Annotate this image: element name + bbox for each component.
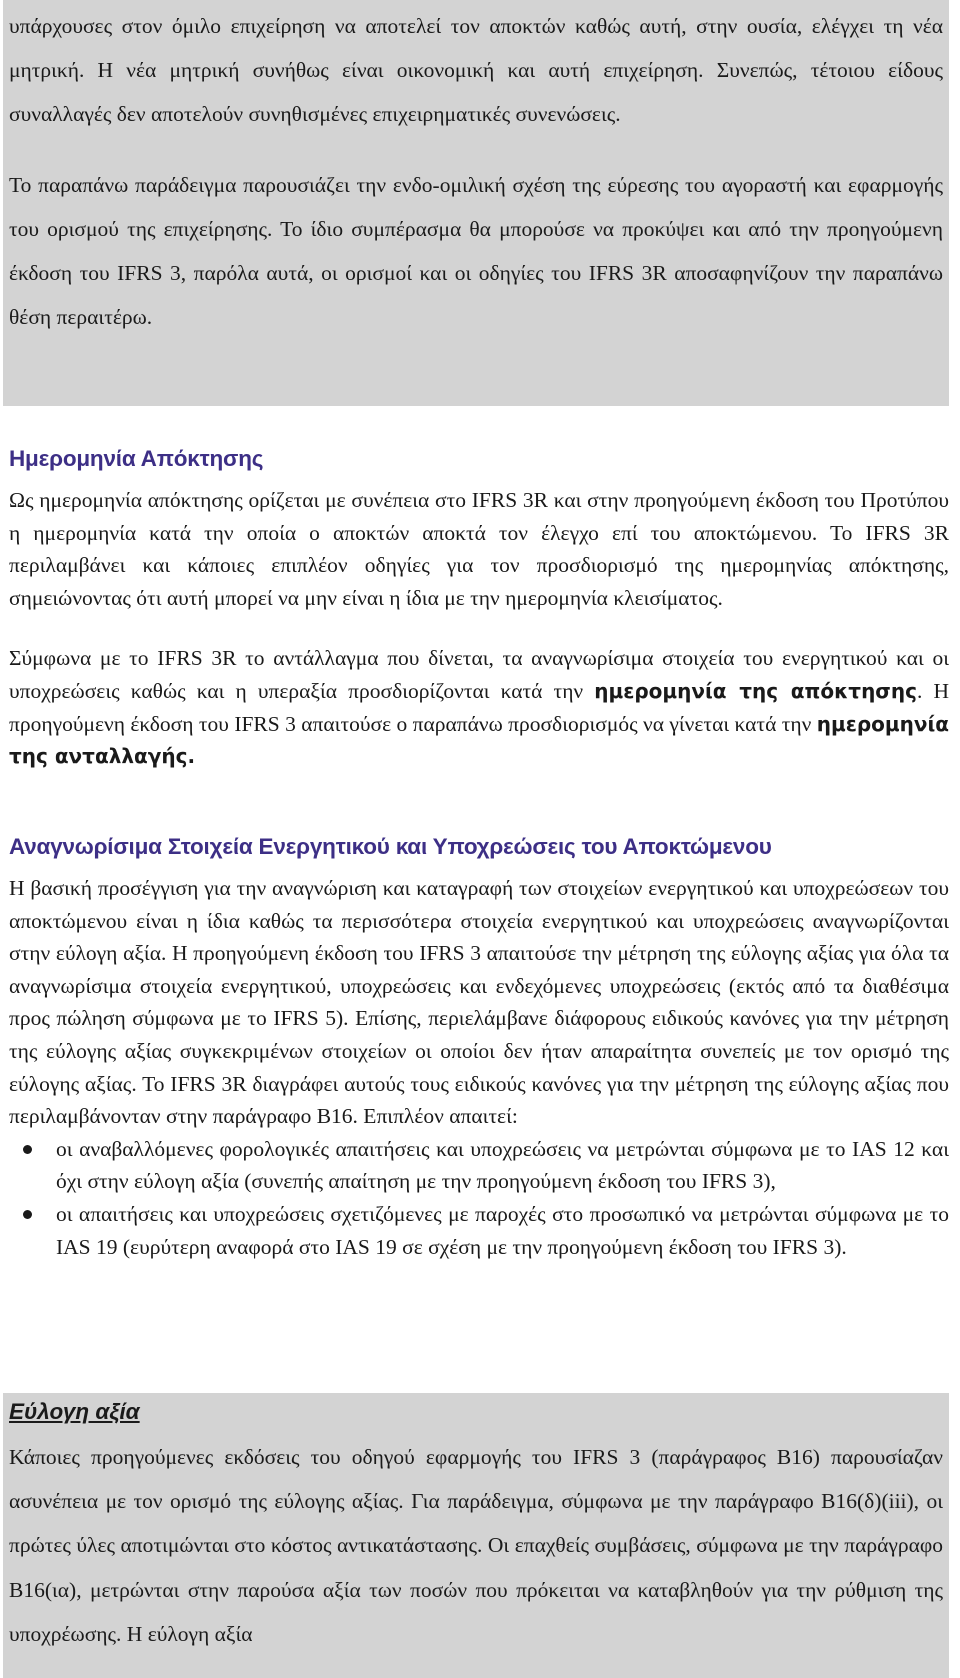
list-item: οι απαιτήσεις και υποχρεώσεις σχετιζόμενες με παροχές στο προσωπικό να μετρώνται σύμφωνα με το IAS 19 (ευρύτερη αναφορά στο IAS 19 σε σχέση με την προηγούμενη έκδοση του IFRS 3). [9, 1198, 949, 1263]
para2-text-a: Σύμφωνα με το IFRS 3R το αντάλλαγμα που δίνεται, τα αναγνωρίσιμα στοιχεία του ενεργητικού και οι υποχρεώσεις καθώς και η υπεραξία προσδιορίζονται κατά την [9, 646, 949, 703]
section-acquisition-date [9, 446, 949, 773]
acquisition-date-paragraph-1: Ως ημερομηνία απόκτησης ορίζεται με συνέπεια στο IFRS 3R και στην προηγούμενη έκδοση του Προτύπου η ημερομηνία κατά την οποία ο αποκτών αποκτά τον έλεγχο επί του αποκτώμενου. Το IFRS 3R περιλαμβάνει και κάποιες επιπλέον οδηγίες για τον προσδιορισμό της ημερομηνίας απόκτησης, σημειώνοντας ότι αυτή μπορεί να μην είναι η ίδια με την ημερομηνία κλεισίματος. [9, 488, 949, 610]
bullet-icon [23, 1145, 32, 1154]
fair-value-paragraph: Κάποιες προηγούμενες εκδόσεις του οδηγού εφαρμογής του IFRS 3 (παράγραφος Β16) παρουσίαζαν ασυνέπεια με τον ορισμό της εύλογης αξίας. Για παράδειγμα, σύμφωνα με την παράγραφο Β16(δ)(iii), οι πρώτες ύλες αποτιμώνται στο κόστος αντικατάστασης. Οι επαχθείς συμβάσεις, σύμφωνα με την παράγραφο Β16(ια), μετρώνται στην παρούσα αξία των ποσών που πρόκειται να καταβληθούν για την ρύθμιση της υποχρέωσης. Η εύλογη αξία [9, 1445, 943, 1646]
intro-paragraph-2: Το παραπάνω παράδειγμα παρουσιάζει την ενδο-ομιλική σχέση της εύρεσης του αγοραστή και εφαρμογής του ορισμού της επιχείρησης. Το ίδιο συμπέρασμα θα μπορούσε να προκύψει και από την προηγούμενη έκδοση του IFRS 3, παρόλα αυτά, οι ορισμοί και οι οδηγίες του IFRS 3R αποσαφηνίζουν την παραπάνω θέση περαιτέρω. [9, 172, 943, 330]
acquisition-date-paragraph-2 [9, 642, 949, 772]
bold-acquisition-date: ημερομηνία της απόκτησης [594, 678, 917, 703]
recognizable-assets-paragraph: Η βασική προσέγγιση για την αναγνώριση και καταγραφή των στοιχείων ενεργητικού και υποχρεώσεων του αποκτώμενου είναι η ίδια καθώς τα περισσότερα στοιχεία ενεργητικού και υποχρεώσεις αναγνωρίζονται στην εύλογη αξία. Η προηγούμενη έκδοση του IFRS 3 απαιτούσε την μέτρηση της εύλογης αξίας για όλα τα αναγνωρίσιμα στοιχεία ενεργητικού, υποχρεώσεις και ενδεχόμενες υποχρεώσεις (εκτός από τα διαθέσιμα προς πώληση σύμφωνα με το IFRS 5). Επίσης, περιελάμβανε διάφορους ειδικούς κανόνες για την μέτρηση της εύλογης αξίας συγκεκριμένων στοιχείων οι οποίοι δεν ήταν απαραίτητα συνεπείς με τον ορισμό της εύλογης αξίας. Το IFRS 3R διαγράφει αυτούς τους ειδικούς κανόνες για την μέτρηση της εύλογης αξίας που περιλαμβάνονταν στην παράγραφο Β16. Επιπλέον απαιτεί: [9, 876, 949, 1129]
requirements-list [9, 1133, 949, 1263]
bold-exchange-date: ημερομηνία της ανταλλαγής. [9, 711, 949, 769]
bullet-icon [23, 1210, 32, 1219]
section-heading-acquisition-date: Ημερομηνία Απόκτησης [9, 446, 264, 471]
shaded-box-fair-value [3, 1393, 949, 1678]
section-recognizable-assets [9, 834, 949, 1263]
intro-paragraph-1: υπάρχουσες στον όμιλο επιχείρηση να αποτελεί τον αποκτών καθώς αυτή, στην ουσία, ελέγχει τη νέα μητρική. Η νέα μητρική συνήθως είναι οικονομική και αυτή επιχείρηση. Συνεπώς, τέτοιου είδους συναλλαγές δεν αποτελούν συνηθισμένες επιχειρηματικές συνενώσεις. [9, 14, 943, 127]
para2-text-b: . Η προηγούμενη έκδοση του IFRS 3 απαιτούσε ο παραπάνω προσδιορισμός να γίνεται κατά την [9, 678, 949, 736]
list-item: οι αναβαλλόμενες φορολογικές απαιτήσεις και υποχρεώσεις να μετρώνται σύμφωνα με το IAS 12 και όχι στην εύλογη αξία (συνεπής απαίτηση με την προηγούμενη έκδοση του IFRS 3), [9, 1133, 949, 1198]
shaded-box-intro [3, 0, 949, 406]
fair-value-heading: Εύλογη αξία [9, 1399, 140, 1424]
section-heading-recognizable-assets: Αναγνωρίσιμα Στοιχεία Ενεργητικού και Υποχρεώσεις του Αποκτώμενου [9, 834, 772, 859]
